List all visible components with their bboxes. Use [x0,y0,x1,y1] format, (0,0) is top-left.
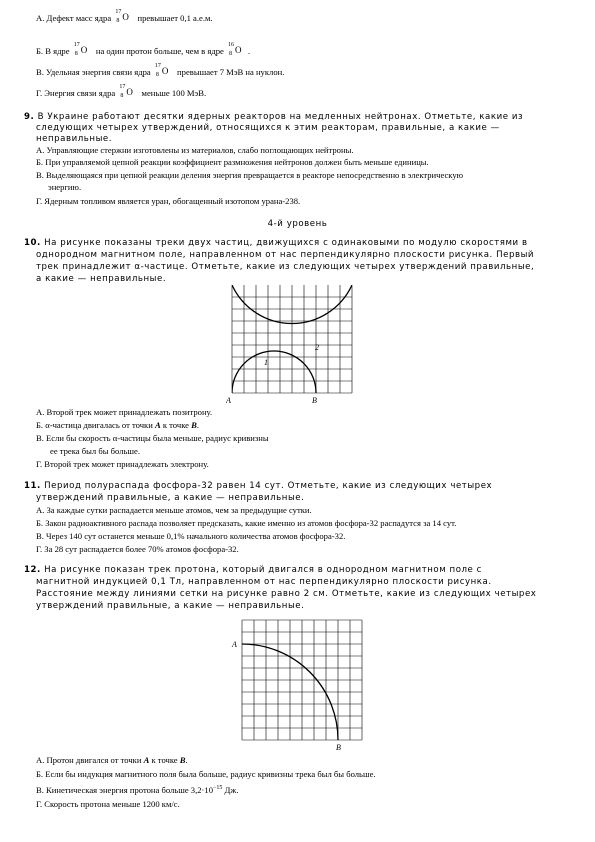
q12-stem-line4: утверждений правильные, а какие — неправильные. [36,601,305,611]
fig-label-track-1: 1 [264,358,268,367]
fig-label-b: B [336,743,341,752]
q8-option-b: Б. В ядре 17 8 O на один протон больше, чем в ядре 16 8 O . [36,42,251,57]
q11-stem-line2: утверждений правильные, а какие — неправильные. [36,493,305,503]
fig-label-a: A [226,396,231,405]
q11-option-d: Г. За 28 сут распадается более 70% атомов фосфора-32. [36,544,239,554]
q9-option-c-cont: энергию. [48,182,82,192]
track-1 [232,351,316,393]
question-number: 11. [24,481,41,491]
q12-option-d: Г. Скорость протона меньше 1200 км/с. [36,799,180,809]
nuclide-o17: 17 8 O [115,9,129,24]
nuclide-o17: 17 8 O [154,63,169,78]
q12-track-figure [230,618,370,752]
q10-stem-line3: трек принадлежит α-частице. Отметьте, какие из следующих четырех утверждений правильные, [36,262,535,272]
q9-stem-line1: 9. В Украине работают десятки ядерных реакторов на медленных нейтронах. Отметьте, какие из [24,112,524,122]
q9-option-c: В. Выделяющаяся при цепной реакции деления энергия превращается в реакторе непосредственно в электрическую [36,170,464,180]
nuclide-o17: 17 8 O [119,84,133,99]
q11-option-c: В. Через 140 сут останется меньше 0,1% начального количества атомов фосфора-32. [36,531,346,541]
q9-option-d: Г. Ядерным топливом является уран, обогащенный изотопом урана-238. [36,196,301,206]
q10-stem-line1: 10. На рисунке показаны треки двух частиц, движущихся с одинаковыми по модулю скоростями в [24,238,528,248]
q11-option-b: Б. Закон радиоактивного распада позволяет предсказать, какие именно из атомов фосфора-32 распадутся за 14 сут. [36,518,457,528]
q10-stem-line2: однородном магнитном поле, направленном от нас перпендикулярно плоскости рисунка. Первый [36,250,535,260]
q10-option-a: А. Второй трек может принадлежать позитрону. [36,407,213,417]
fig-label-b: B [312,396,317,405]
q10-stem-line4: а какие — неправильные. [36,274,167,284]
q12-stem-line3: Расстояние между линиями сетки на рисунке равно 2 см. Отметьте, какие из следующих четырех [36,589,537,599]
q8-option-a: А. Дефект масс ядра 17 8 O превышает 0,1 а.е.м. [36,9,213,24]
nuclide-o17: 17 8 O [73,42,88,57]
q8-option-d: Г. Энергия связи ядра 17 8 O меньше 100 МэВ. [36,84,207,99]
q12-option-c: В. Кинетическая энергия протона больше $3,2\cdot 10^{-15}$ Дж. [36,784,239,795]
q10-option-c-cont: ее трека был бы больше. [50,446,140,456]
question-number: 9. [24,112,35,122]
q10-option-c: В. Если бы скорость α-частицы была меньше, радиус кривизны [36,433,269,443]
question-number: 10. [24,238,41,248]
q9-option-a: А. Управляющие стержни изготовлены из материалов, слабо поглощающих нейтроны. [36,145,354,155]
fig-label-a: A [232,640,237,649]
level-heading: 4-й уровень [267,219,328,229]
q9-option-b: Б. При управляемой цепной реакции коэффициент размножения нейтронов должен быть меньше единицы. [36,157,429,167]
fig-label-track-2: 2 [315,343,319,352]
q12-stem-line2: магнитной индукцией 0,1 Тл, направленном от нас перпендикулярно плоскости рисунка. [36,577,492,587]
q8-option-c: В. Удельная энергия связи ядра 17 8 O превышает 7 МэВ на нуклон. [36,63,285,78]
q12-option-b: Б. Если бы индукция магнитного поля была больше, радиус кривизны трека был бы больше. [36,769,376,779]
question-number: 12. [24,565,41,575]
q10-option-d: Г. Второй трек может принадлежать электрону. [36,459,209,469]
q10-track-figure [226,285,360,407]
nuclide-o16: 16 8 O [228,42,242,57]
q10-option-b: Б. α-частица двигалась от точки A к точке B. [36,420,200,430]
q9-stem-line3: неправильные. [36,134,113,144]
q11-stem-line1: 11. Период полураспада фосфора-32 равен 14 сут. Отметьте, какие из следующих четырех [24,481,493,491]
q9-stem-line2: следующих четырех утверждений, относящихся к этим реакторам, правильные, а какие — [36,123,500,133]
q11-option-a: А. За каждые сутки распадается меньше атомов, чем за предыдущие сутки. [36,505,312,515]
q12-stem-line1: 12. На рисунке показан трек протона, который двигался в однородном магнитном поле с [24,565,482,575]
q12-option-a: А. Протон двигался от точки A к точке B. [36,755,188,765]
